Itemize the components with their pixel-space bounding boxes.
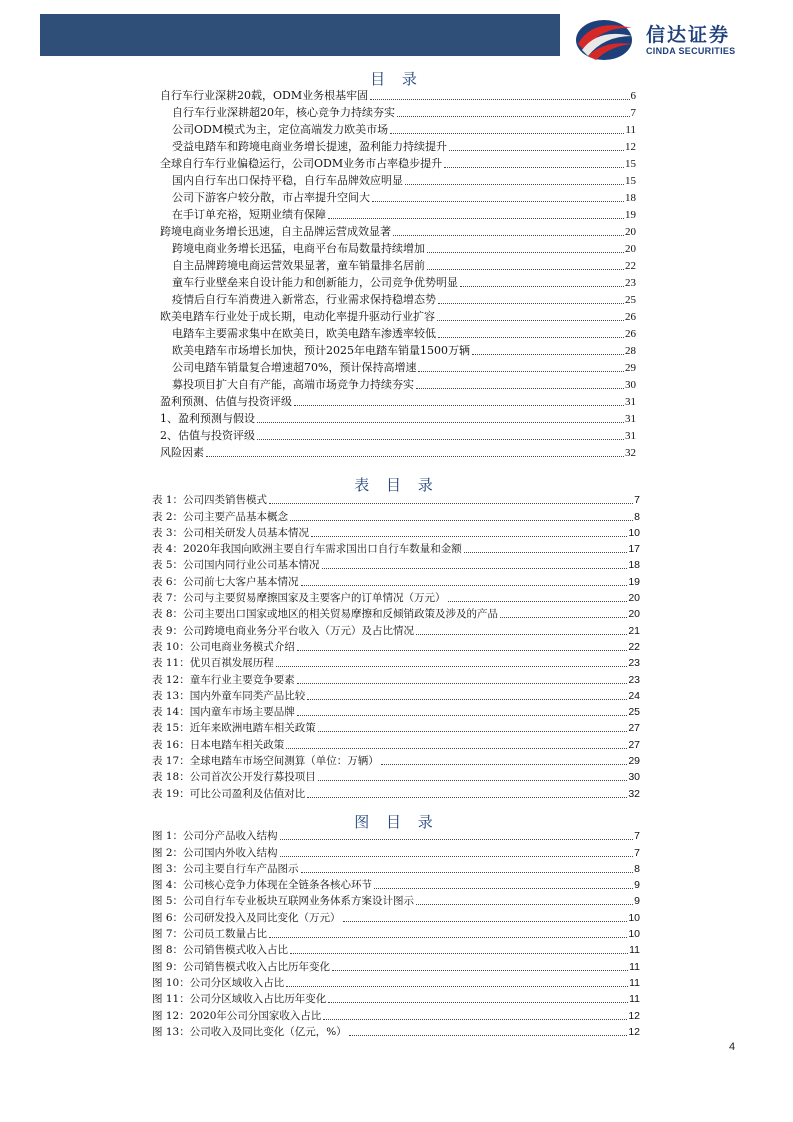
toc-entry[interactable]: [160, 392, 636, 409]
entry-title: 公司下游客户较分散，市占率提升空间大: [172, 191, 370, 204]
entry-title: 图 4：公司核心竞争力体现在全链条各核心环节: [152, 879, 373, 892]
figure-entry[interactable]: [152, 1023, 640, 1039]
dot-leader: [301, 872, 634, 873]
entry-page: 31: [625, 396, 636, 408]
dot-leader: [318, 780, 628, 781]
entry-page: 27: [628, 722, 640, 735]
dot-leader: [323, 1019, 627, 1020]
entry-page: 19: [625, 209, 636, 221]
dot-leader: [269, 937, 627, 938]
dot-leader: [257, 422, 624, 423]
dot-leader: [416, 904, 633, 905]
entry-title: 2、估值与投资评级: [160, 429, 255, 442]
entry-page: 9: [634, 895, 640, 908]
toc-entry[interactable]: [160, 409, 636, 426]
dot-leader: [416, 388, 624, 389]
entry-title: 表 18：公司首次公开发行募投项目: [152, 771, 316, 784]
figure-entry[interactable]: [152, 908, 640, 924]
table-entry[interactable]: [152, 556, 640, 572]
dot-leader: [390, 133, 624, 134]
entry-title: 图 10：公司分区域收入占比: [152, 976, 285, 989]
header-bar: [40, 14, 560, 56]
table-entry[interactable]: [152, 735, 640, 751]
figures-list: [152, 827, 640, 1039]
contents-title: 目 录: [370, 70, 423, 88]
entry-page: 20: [628, 592, 640, 605]
dot-leader: [460, 286, 624, 287]
entry-page: 11: [629, 944, 640, 957]
dot-leader: [416, 634, 627, 635]
brand-name-en: CINDA SECURITIES: [646, 46, 736, 56]
brand-logo: [574, 14, 774, 62]
figure-entry[interactable]: [152, 1006, 640, 1022]
entry-title: 在手订单充裕，短期业绩有保障: [172, 208, 326, 221]
entry-page: 24: [628, 689, 640, 702]
entry-page: 32: [628, 787, 640, 800]
toc-entry[interactable]: [160, 443, 636, 460]
entry-page: 10: [628, 928, 640, 941]
toc-entry[interactable]: [160, 103, 636, 120]
entry-page: 11: [629, 993, 640, 1006]
entry-page: 30: [628, 771, 640, 784]
entry-page: 28: [625, 345, 636, 357]
dot-leader: [437, 320, 624, 321]
dot-leader: [269, 503, 633, 504]
entry-page: 27: [628, 738, 640, 751]
table-entry[interactable]: [152, 540, 640, 556]
dot-leader: [332, 970, 628, 971]
entry-title: 盈利预测、估值与投资评级: [160, 395, 292, 408]
entry-title: 表 9：公司跨境电商业务分平台收入（万元）及占比情况: [152, 624, 415, 637]
entry-page: 21: [628, 624, 640, 637]
entry-title: 表 16：日本电踏车相关政策: [152, 738, 285, 751]
entry-title: 表 11：优贝百祺发展历程: [152, 657, 274, 670]
toc-entry[interactable]: [160, 426, 636, 443]
dot-leader: [427, 269, 624, 270]
entry-title: 表 10：公司电商业务模式介绍: [152, 640, 295, 653]
entry-page: 17: [628, 543, 640, 556]
entry-title: 表 2：公司主要产品基本概念: [152, 510, 289, 523]
tables-list: [152, 491, 640, 801]
entry-page: 32: [625, 447, 636, 459]
dot-leader: [286, 748, 627, 749]
dot-leader: [294, 405, 624, 406]
entry-title: 公司电踏车销量复合增速超70%，预计保持高增速: [172, 361, 417, 374]
dot-leader: [393, 235, 624, 236]
entry-title: 表 13：国内外童车同类产品比较: [152, 689, 306, 702]
toc-entry[interactable]: [160, 205, 636, 222]
cinda-logo-icon: [574, 14, 638, 62]
entry-page: 25: [628, 706, 640, 719]
dot-leader: [206, 456, 624, 457]
figure-entry[interactable]: [152, 827, 640, 843]
dot-leader: [301, 585, 628, 586]
entry-page: 8: [634, 862, 640, 875]
entry-title: 国内自行车出口保持平稳，自行车品牌效应明显: [172, 174, 403, 187]
toc-entry[interactable]: [160, 188, 636, 205]
entry-title: 表 12：童车行业主要竞争要素: [152, 673, 295, 686]
table-entry[interactable]: [152, 670, 640, 686]
entry-page: 19: [628, 575, 640, 588]
toc-entry[interactable]: [160, 358, 636, 375]
entry-title: 公司ODM模式为主，定位高端发力欧美市场: [172, 123, 389, 136]
dot-leader: [311, 536, 627, 537]
entry-page: 26: [625, 311, 636, 323]
entry-page: 29: [625, 362, 636, 374]
entry-title: 表 8：公司主要出口国家或地区的相关贸易摩擦和反倾销政策及涉及的产品: [152, 608, 499, 621]
tables-title: 表 目 录: [354, 476, 439, 494]
entry-page: 7: [634, 494, 640, 507]
dot-leader: [418, 371, 624, 372]
dot-leader: [448, 601, 628, 602]
toc-entry[interactable]: [160, 256, 636, 273]
dot-leader: [349, 1035, 628, 1036]
dot-leader: [307, 797, 627, 798]
entry-page: 31: [625, 430, 636, 442]
entry-page: 8: [634, 510, 640, 523]
figures-title: 图 目 录: [354, 813, 439, 831]
table-entry[interactable]: [152, 491, 640, 507]
entry-title: 欧美电踏车市场增长加快，预计2025年电踏车销量1500万辆: [172, 344, 470, 357]
toc-entry[interactable]: [160, 137, 636, 154]
figure-entry[interactable]: [152, 876, 640, 892]
toc-entry[interactable]: [160, 120, 636, 137]
page-number: 4: [729, 1041, 736, 1053]
entry-page: 7: [634, 846, 640, 859]
dot-leader: [343, 921, 628, 922]
entry-page: 7: [634, 830, 640, 843]
figure-entry[interactable]: [152, 974, 640, 990]
dot-leader: [328, 218, 624, 219]
entry-title: 表 17：全球电踏车市场空间测算（单位：万辆）: [152, 755, 379, 768]
dot-leader: [297, 715, 628, 716]
entry-page: 20: [625, 243, 636, 255]
toc-entry[interactable]: [160, 290, 636, 307]
entry-title: 图 2：公司国内外收入结构: [152, 846, 278, 859]
table-entry[interactable]: [152, 621, 640, 637]
entry-title: 表 4：2020年我国向欧洲主要自行车需求国出口自行车数量和金额: [152, 543, 462, 556]
entry-title: 图 11：公司分区域收入占比历年变化: [152, 993, 327, 1006]
table-entry[interactable]: [152, 638, 640, 654]
dot-leader: [464, 552, 628, 553]
table-entry[interactable]: [152, 654, 640, 670]
entry-title: 电踏车主要需求集中在欧美日，欧美电踏车渗透率较低: [172, 327, 436, 340]
dot-leader: [276, 666, 628, 667]
dot-leader: [318, 731, 628, 732]
entry-title: 募投项目扩大自有产能，高端市场竞争力持续夯实: [172, 378, 414, 391]
entry-page: 9: [634, 879, 640, 892]
entry-title: 自行车行业深耕20载，ODM业务根基牢固: [160, 89, 369, 102]
entry-title: 疫情后自行车消费进入新常态，行业需求保持稳增态势: [172, 293, 436, 306]
dot-leader: [286, 986, 628, 987]
figure-entry[interactable]: [152, 957, 640, 973]
dot-leader: [280, 839, 634, 840]
entry-title: 1、盈利预测与假设: [160, 412, 255, 425]
entry-page: 25: [625, 294, 636, 306]
dot-leader: [372, 201, 624, 202]
entry-title: 受益电踏车和跨境电商业务增长提速，盈利能力持续提升: [172, 140, 447, 153]
table-entry[interactable]: [152, 572, 640, 588]
entry-page: 18: [625, 192, 636, 204]
entry-page: 26: [625, 328, 636, 340]
figure-entry[interactable]: [152, 925, 640, 941]
dot-leader: [370, 99, 629, 100]
entry-title: 表 14：国内童车市场主要品牌: [152, 706, 295, 719]
toc-entry[interactable]: [160, 375, 636, 392]
table-entry[interactable]: [152, 507, 640, 523]
entry-page: 23: [628, 673, 640, 686]
entry-page: 12: [625, 141, 636, 153]
entry-title: 图 5：公司自行车专业板块互联网业务体系方案设计图示: [152, 895, 415, 908]
entry-page: 23: [625, 277, 636, 289]
entry-page: 11: [629, 960, 640, 973]
dot-leader: [297, 683, 628, 684]
toc-entry[interactable]: [160, 86, 636, 103]
entry-page: 7: [630, 107, 636, 119]
figure-entry[interactable]: [152, 860, 640, 876]
entry-page: 10: [628, 911, 640, 924]
figure-entry[interactable]: [152, 990, 640, 1006]
entry-page: 12: [628, 1025, 640, 1038]
table-entry[interactable]: [152, 703, 640, 719]
entry-title: 图 3：公司主要自行车产品图示: [152, 862, 299, 875]
entry-page: 20: [628, 608, 640, 621]
toc-entry[interactable]: [160, 307, 636, 324]
toc-entry[interactable]: [160, 341, 636, 358]
toc-entry[interactable]: [160, 222, 636, 239]
toc-entry[interactable]: [160, 239, 636, 256]
entry-title: 表 6：公司前七大客户基本情况: [152, 575, 299, 588]
entry-title: 图 9：公司销售模式收入占比历年变化: [152, 960, 331, 973]
dot-leader: [438, 337, 624, 338]
dot-leader: [472, 354, 624, 355]
entry-page: 22: [628, 640, 640, 653]
entry-page: 18: [628, 559, 640, 572]
entry-title: 童车行业壁垒来自设计能力和创新能力，公司竞争优势明显: [172, 276, 458, 289]
entry-page: 11: [625, 124, 636, 136]
table-entry[interactable]: [152, 719, 640, 735]
entry-title: 风险因素: [160, 446, 204, 459]
entry-title: 图 12：2020年公司分国家收入占比: [152, 1009, 322, 1022]
entry-title: 图 13：公司收入及同比变化（亿元，%）: [152, 1025, 347, 1038]
table-entry[interactable]: [152, 768, 640, 784]
figure-entry[interactable]: [152, 941, 640, 957]
dot-leader: [381, 764, 628, 765]
entry-title: 图 6：公司研发投入及同比变化（万元）: [152, 911, 341, 924]
dot-leader: [449, 150, 624, 151]
dot-leader: [322, 568, 628, 569]
toc-entry[interactable]: [160, 324, 636, 341]
entry-page: 12: [628, 1009, 640, 1022]
toc-entry[interactable]: [160, 273, 636, 290]
table-entry[interactable]: [152, 752, 640, 768]
entry-title: 表 19：可比公司盈利及估值对比: [152, 787, 306, 800]
table-entry[interactable]: [152, 605, 640, 621]
dot-leader: [405, 184, 624, 185]
contents-list: [160, 86, 636, 460]
dot-leader: [500, 617, 627, 618]
figure-entry[interactable]: [152, 892, 640, 908]
table-entry[interactable]: [152, 589, 640, 605]
toc-entry[interactable]: [160, 154, 636, 171]
dot-leader: [257, 439, 624, 440]
toc-entry[interactable]: [160, 171, 636, 188]
entry-title: 图 1：公司分产品收入结构: [152, 830, 278, 843]
entry-page: 31: [625, 413, 636, 425]
table-entry[interactable]: [152, 784, 640, 800]
table-entry[interactable]: [152, 524, 640, 540]
dot-leader: [328, 1002, 628, 1003]
figure-entry[interactable]: [152, 843, 640, 859]
entry-page: 15: [625, 158, 636, 170]
entry-title: 欧美电踏车行业处于成长期，电动化率提升驱动行业扩容: [160, 310, 435, 323]
dot-leader: [297, 650, 628, 651]
dot-leader: [290, 953, 628, 954]
entry-title: 自主品牌跨境电商运营效果显著，童车销量排名居前: [172, 259, 425, 272]
entry-title: 表 7：公司与主要贸易摩擦国家及主要客户的订单情况（万元）: [152, 592, 446, 605]
entry-title: 跨境电商业务增长迅速，自主品牌运营成效显著: [160, 225, 391, 238]
entry-title: 图 8：公司销售模式收入占比: [152, 944, 289, 957]
entry-page: 11: [629, 976, 640, 989]
table-entry[interactable]: [152, 687, 640, 703]
entry-title: 跨境电商业务增长迅猛，电商平台布局数量持续增加: [172, 242, 425, 255]
entry-title: 图 7：公司员工数量占比: [152, 928, 268, 941]
entry-title: 自行车行业深耕超20年，核心竞争力持续夯实: [172, 106, 395, 119]
dot-leader: [397, 116, 630, 117]
entry-page: 15: [625, 175, 636, 187]
brand-name-cn: 信达证券: [646, 24, 731, 46]
entry-page: 6: [630, 90, 636, 102]
dot-leader: [444, 167, 624, 168]
entry-title: 全球自行车行业偏稳运行，公司ODM业务市占率稳步提升: [160, 157, 443, 170]
entry-page: 23: [628, 657, 640, 670]
entry-title: 表 3：公司相关研发人员基本情况: [152, 526, 310, 539]
dot-leader: [280, 856, 634, 857]
dot-leader: [438, 303, 624, 304]
entry-title: 表 5：公司国内同行业公司基本情况: [152, 559, 320, 572]
entry-title: 表 1：公司四类销售模式: [152, 494, 268, 507]
entry-page: 10: [628, 526, 640, 539]
dot-leader: [374, 888, 633, 889]
entry-title: 表 15：近年来欧洲电踏车相关政策: [152, 722, 316, 735]
entry-page: 30: [625, 379, 636, 391]
dot-leader: [427, 252, 624, 253]
dot-leader: [290, 520, 633, 521]
dot-leader: [307, 699, 627, 700]
entry-page: 22: [625, 260, 636, 272]
entry-page: 29: [628, 755, 640, 768]
entry-page: 20: [625, 226, 636, 238]
